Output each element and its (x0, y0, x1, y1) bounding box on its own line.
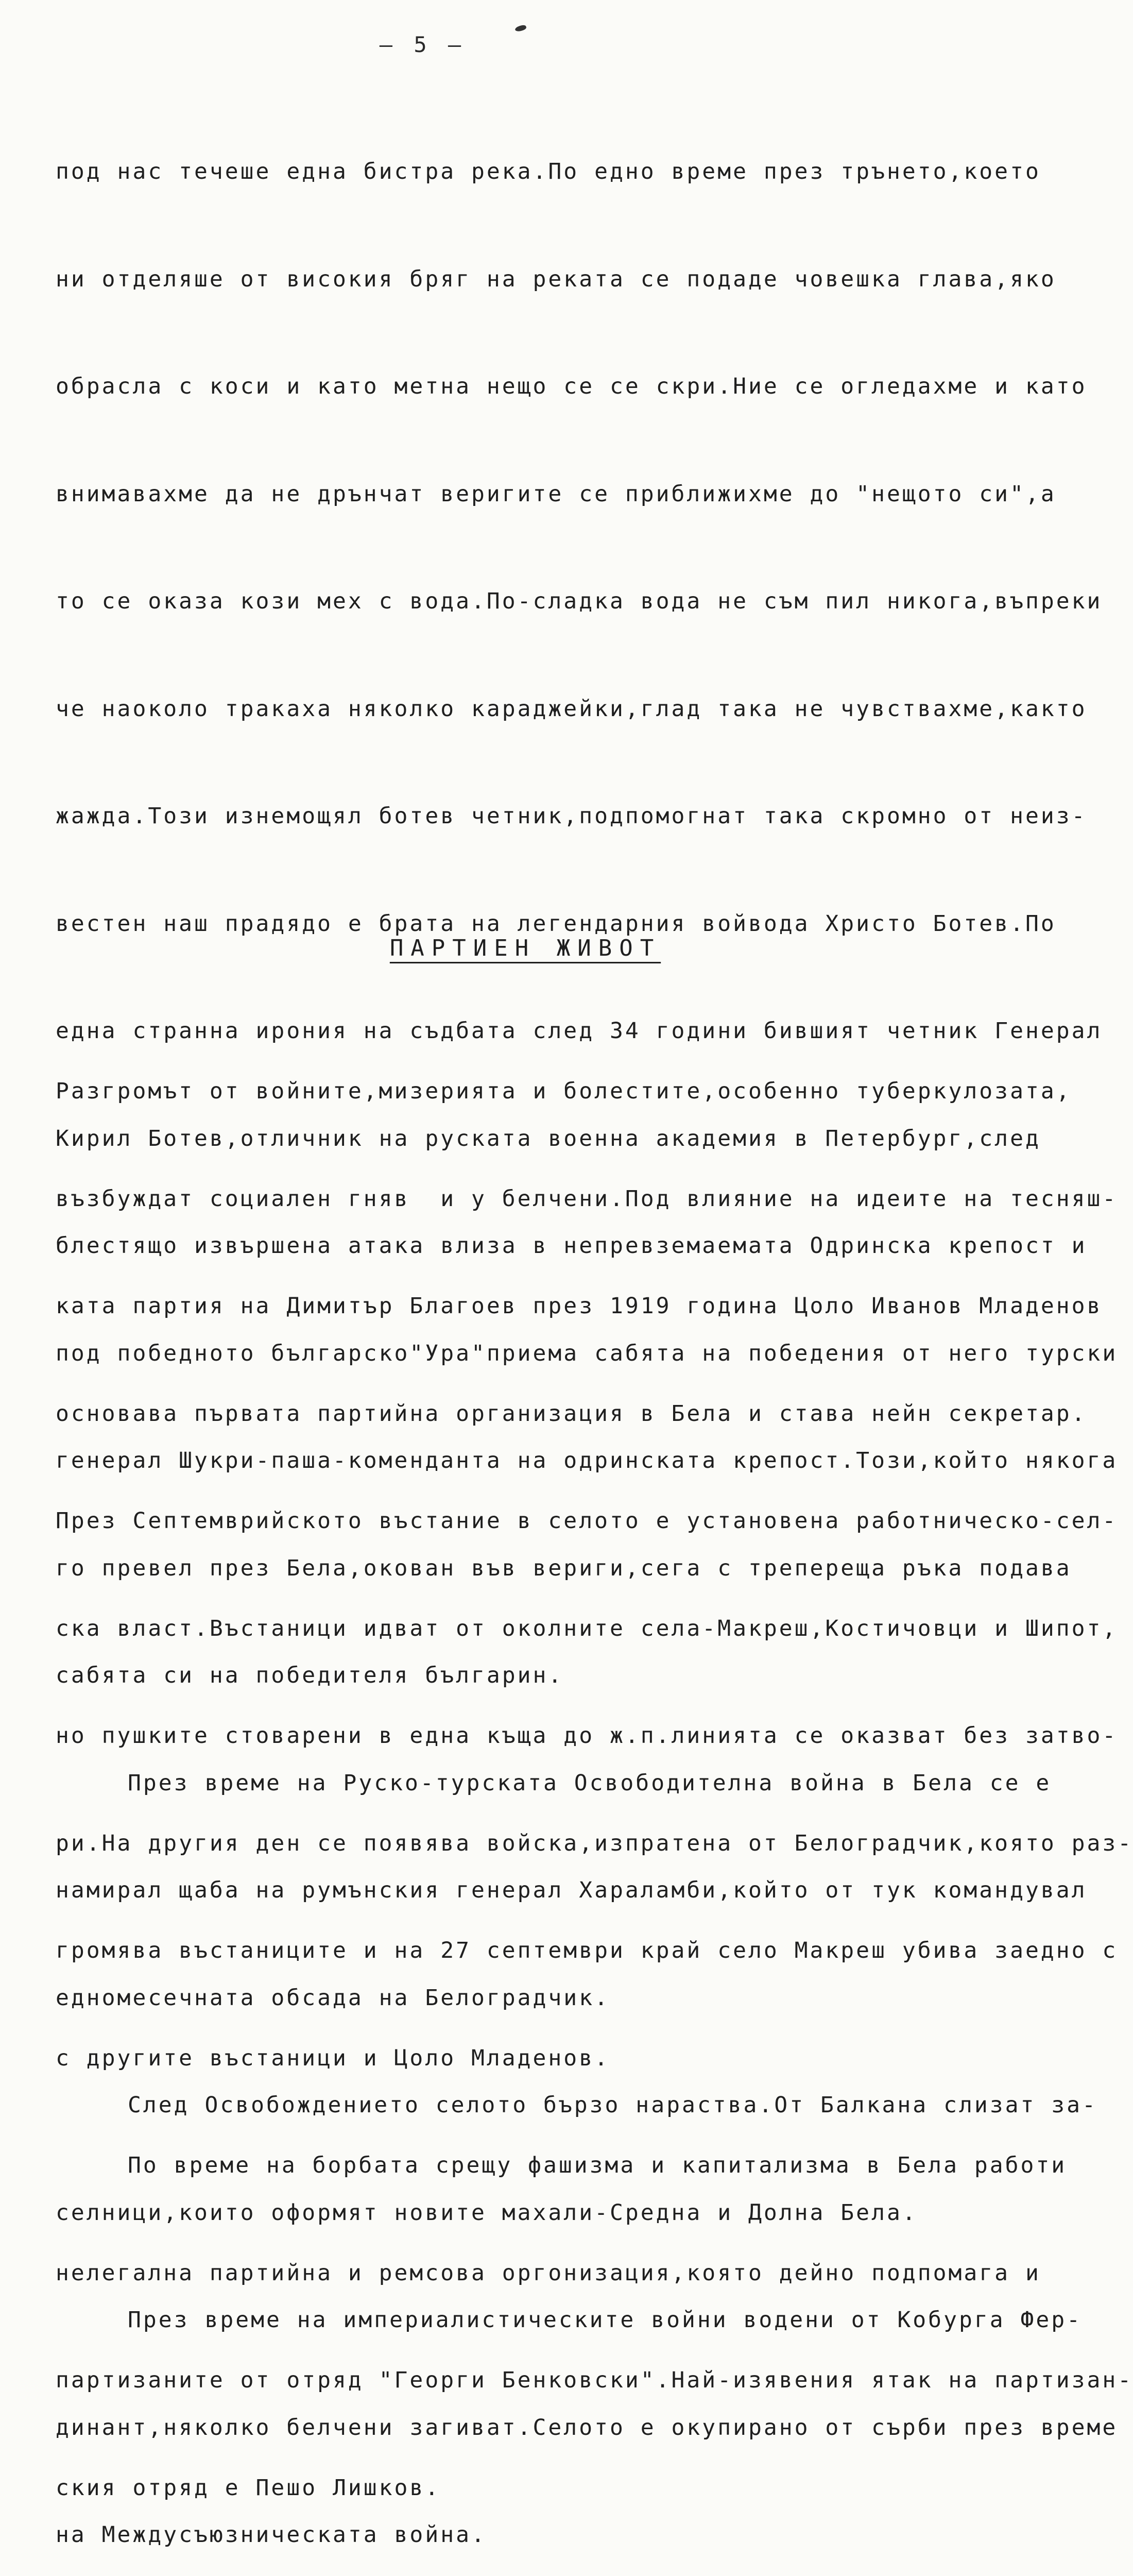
section-heading: ПАРТИЕН ЖИВОТ (389, 935, 661, 961)
ink-mark (514, 24, 527, 32)
text-line: под победното българско"Ура"приема сабята на победения от него турски (56, 1340, 1118, 1366)
text-line: През време на империалистическите войни водени от Кобурга Фер- (128, 2307, 1083, 2333)
text-line: партизаните от отряд "Георги Бенковски".Най-изявения ятак на партизан- (56, 2367, 1133, 2393)
text-line: блестящо извършена атака влиза в непревземаемата Одринска крепост и (56, 1233, 1087, 1259)
text-line: обрасла с коси и като метна нещо се се скри.Ние се огледахме и като (56, 374, 1087, 399)
text-line: сабята си на победителя българин. (56, 1663, 564, 1688)
text-line: динант,няколко белчени загиват.Селото е окупирано от сърби през време (56, 2414, 1118, 2441)
text-line: една странна ирония на съдбата след 34 години бившият четник Генерал (56, 1018, 1103, 1044)
text-line: ска власт.Въстаници идват от околните села-Макреш,Костичовци и Шипот, (56, 1615, 1118, 1641)
page-number: – 5 – (379, 32, 466, 57)
text-line: Разгромът от войните,мизерията и болестите,особенно туберкулозата, (56, 1078, 1072, 1104)
text-line: нелегална партийна и ремсова оргонизация,която дейно подпомага и (56, 2260, 1041, 2286)
text-line: на Междусъюзническата война. (56, 2522, 487, 2548)
text-line: селници,които оформят новите махали-Средна и Долна Бела. (56, 2199, 918, 2226)
text-line: но пушките стоварени в една къща до ж.п.линията се оказват без затво- (56, 1723, 1118, 1749)
text-line: възбуждат социален гняв и у белчени.Под влияние на идеите на тесняш- (56, 1185, 1118, 1212)
body-text-bottom (56, 1002, 1133, 2576)
text-line: то се оказа кози мех с вода.По-сладка вода не съм пил никога,въпреки (56, 588, 1103, 614)
text-line: През Септемврийското въстание в селото е установена работническо-сел- (56, 1508, 1118, 1534)
text-line: След Освобождението селото бързо нараства.От Балкана слизат за- (128, 2092, 1097, 2118)
text-line: намирал щаба на румънския генерал Хараламби,който от тук командувал (56, 1877, 1087, 1903)
text-line: едномесечната обсада на Белоградчик. (56, 1985, 610, 2011)
text-line: с другите въстаници и Цоло Младенов. (56, 2045, 610, 2071)
text-line: По време на борбата срещу фашизма и капитализма в Бела работи (128, 2153, 1067, 2178)
text-line: го превел през Бела,окован във вериги,сега с трепереща ръка подава (56, 1555, 1072, 1581)
text-line: под нас течеше една бистра река.По едно време през трънето,което (56, 159, 1041, 184)
text-line: жажда.Този изнемощял ботев четник,подпомогнат така скромно от неиз- (56, 803, 1087, 829)
text-line: вестен наш прадядо е брата на легендарния войвода Христо Ботев.По (56, 910, 1056, 937)
text-line: ни отделяше от високия бряг на реката се подаде човешка глава,яко (56, 266, 1056, 292)
text-line: основава първата партийна организация в Бела и става нейн секретар. (56, 1400, 1087, 1427)
text-line: ри.На другия ден се появява войска,изпратена от Белоградчик,която раз- (56, 1830, 1133, 1856)
text-line: внимавахме да не дрънчат веригите се приближихме до "нещото си",а (56, 481, 1056, 507)
text-line: ката партия на Димитър Благоев през 1919 година Цоло Иванов Младенов (56, 1293, 1103, 1319)
text-line: ския отряд е Пешо Лишков. (56, 2475, 441, 2501)
text-line: че наоколо тракаха няколко караджейки,глад така не чувствахме,както (56, 696, 1087, 722)
text-line: громява въстаниците и на 27 септември край село Макреш убива заедно с (56, 1938, 1118, 1963)
text-line: През време на Руско-турската Освободителна война в Бела се е (128, 1770, 1052, 1796)
text-line: Кирил Ботев,отличник на руската военна академия в Петербург,след (56, 1125, 1041, 1151)
text-line: генерал Шукри-паша-коменданта на одринската крепост.Този,който някога (56, 1448, 1118, 1473)
